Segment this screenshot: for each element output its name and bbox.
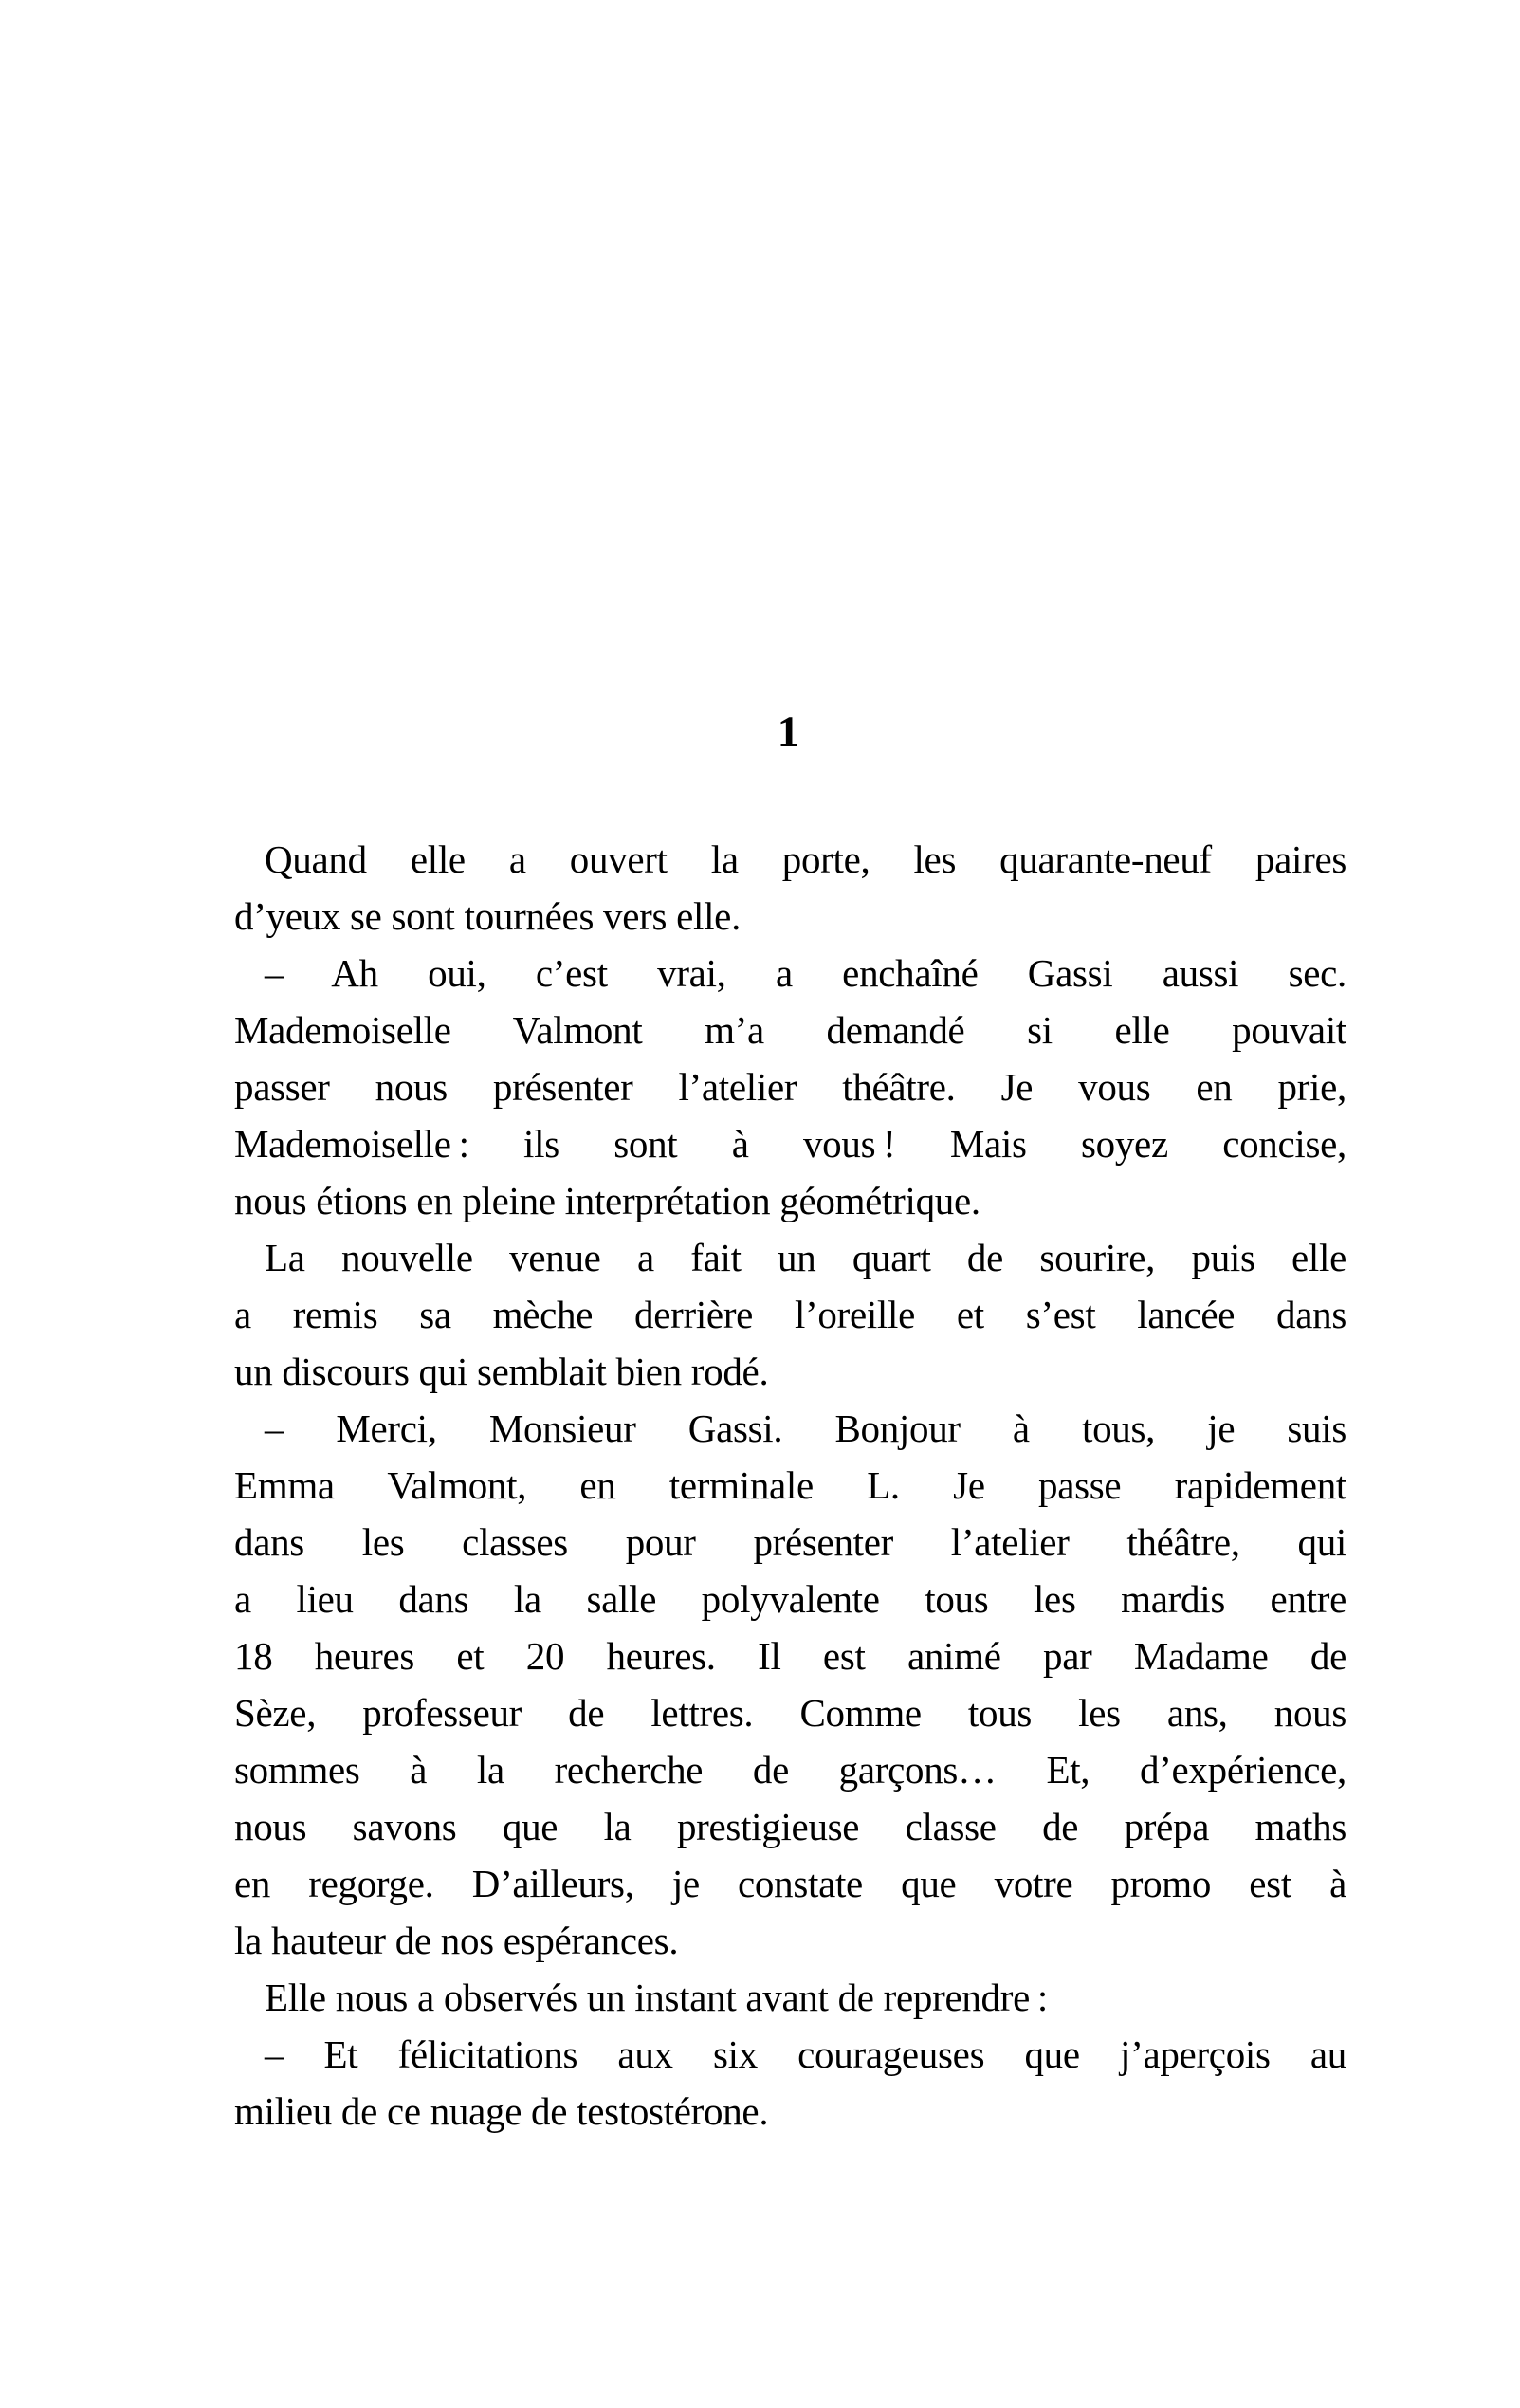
paragraph (234, 945, 1346, 1229)
text-block (234, 831, 1346, 2140)
text-line: Elle nous a observés un instant avant de reprendre : (265, 1976, 1049, 2019)
paragraph (234, 1400, 1346, 1969)
paragraph (234, 831, 1346, 945)
text-line: nous savons que la prestigieuse classe de prépa maths (234, 1805, 1346, 1848)
text-line: 18 heures et 20 heures. Il est animé par Madame de (234, 1634, 1346, 1678)
text-line: – Ah oui, c’est vrai, a enchaîné Gassi aussi sec. (265, 951, 1346, 995)
text-line: Sèze, professeur de lettres. Comme tous les ans, nous (234, 1691, 1346, 1735)
text-line: un discours qui semblait bien rodé. (234, 1350, 769, 1393)
text-line: a lieu dans la salle polyvalente tous les mardis entre (234, 1577, 1346, 1621)
text-line: a remis sa mèche derrière l’oreille et s’est lancée dans (234, 1293, 1346, 1336)
text-line: Emma Valmont, en terminale L. Je passe rapidement (234, 1463, 1346, 1507)
text-line: en regorge. D’ailleurs, je constate que votre promo est à (234, 1862, 1346, 1905)
paragraph (234, 1969, 1346, 2026)
text-line: passer nous présenter l’atelier théâtre. Je vous en prie, (234, 1065, 1346, 1109)
text-line: – Et félicitations aux six courageuses que j’aperçois au (265, 2032, 1346, 2076)
text-line: – Merci, Monsieur Gassi. Bonjour à tous, je suis (265, 1406, 1346, 1450)
text-line: Quand elle a ouvert la porte, les quarante-neuf paires (265, 837, 1346, 881)
text-line: sommes à la recherche de garçons… Et, d’expérience, (234, 1748, 1346, 1792)
paragraph (234, 2026, 1346, 2140)
text-line: dans les classes pour présenter l’atelier théâtre, qui (234, 1520, 1346, 1564)
chapter-number: 1 (777, 708, 800, 757)
text-line: Mademoiselle Valmont m’a demandé si elle pouvait (234, 1008, 1346, 1052)
text-line: Mademoiselle : ils sont à vous ! Mais soyez concise, (234, 1122, 1346, 1166)
text-line: La nouvelle venue a fait un quart de sourire, puis elle (265, 1236, 1346, 1279)
text-line: milieu de ce nuage de testostérone. (234, 2089, 769, 2133)
text-line: nous étions en pleine interprétation géométrique. (234, 1179, 980, 1222)
text-line: la hauteur de nos espérances. (234, 1919, 679, 1962)
text-line: d’yeux se sont tournées vers elle. (234, 894, 742, 938)
paragraph (234, 1229, 1346, 1400)
